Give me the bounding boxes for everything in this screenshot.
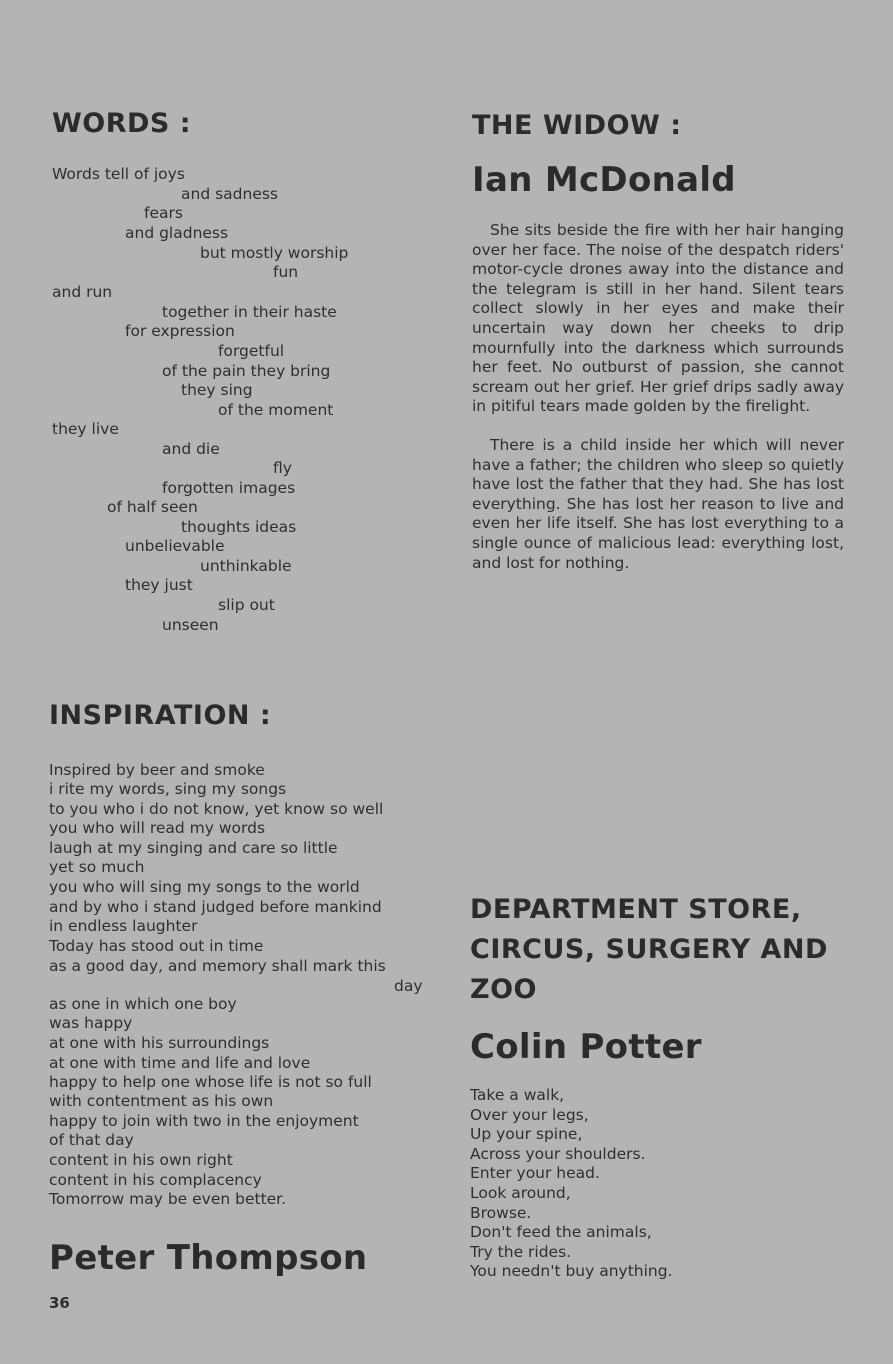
department-author: Colin Potter bbox=[470, 1027, 702, 1067]
poem-line: but mostly worship bbox=[200, 244, 349, 262]
poem-line: slip out bbox=[218, 596, 275, 614]
poem-line: unthinkable bbox=[200, 557, 292, 575]
department-title-line: ZOO bbox=[470, 974, 537, 1005]
inspiration-title: INSPIRATION : bbox=[49, 700, 272, 731]
page-number: 36 bbox=[49, 1294, 70, 1312]
poem-line: thoughts ideas bbox=[181, 518, 297, 536]
widow-author: Ian McDonald bbox=[472, 160, 736, 200]
poem-line: and by who i stand judged before mankind bbox=[49, 898, 382, 916]
poem-line: in endless laughter bbox=[49, 917, 198, 935]
poem-line: you who will read my words bbox=[49, 819, 266, 837]
poem-line: Today has stood out in time bbox=[49, 937, 264, 955]
poem-line: forgetful bbox=[218, 342, 285, 360]
words-title: WORDS : bbox=[52, 108, 192, 139]
poem-line: Try the rides. bbox=[470, 1242, 572, 1261]
poem-line: Words tell of joys bbox=[52, 165, 185, 183]
poem-line: content in his own right bbox=[49, 1151, 233, 1169]
widow-title: THE WIDOW : bbox=[472, 110, 682, 141]
poem-line: at one with his surroundings bbox=[49, 1034, 270, 1052]
poem-line: unbelievable bbox=[125, 537, 225, 555]
poem-line: was happy bbox=[49, 1014, 133, 1032]
department-title bbox=[470, 890, 828, 1010]
poem-line: they sing bbox=[181, 381, 253, 399]
poem-line: and run bbox=[52, 283, 113, 301]
department-title-line: DEPARTMENT STORE, bbox=[470, 894, 802, 925]
poem-line: i rite my words, sing my songs bbox=[49, 780, 287, 798]
department-poem bbox=[470, 1086, 673, 1282]
poem-line: they just bbox=[125, 576, 193, 594]
poem-line: content in his complacency bbox=[49, 1171, 262, 1189]
poem-line: Look around, bbox=[470, 1183, 571, 1202]
poem-line: Tomorrow may be even better. bbox=[49, 1190, 287, 1208]
poem-line: and die bbox=[162, 440, 220, 458]
poem-line: at one with time and life and love bbox=[49, 1054, 311, 1072]
poem-line: Browse. bbox=[470, 1203, 532, 1222]
widow-story bbox=[472, 221, 844, 573]
inspiration-author: Peter Thompson bbox=[49, 1238, 368, 1278]
poem-line: Up your spine, bbox=[470, 1125, 583, 1144]
widow-paragraph: There is a child inside her which will never have a father; the children who sleep so quietly have lost the father that they had. She has lost everything. She has lost her reason to live and even her life itself. She has lost everything to a single ounce of malicious lead: everything lost, and lost for nothing. bbox=[472, 435, 844, 572]
poem-line: forgotten images bbox=[162, 479, 296, 497]
poem-line: happy to join with two in the enjoyment bbox=[49, 1112, 359, 1130]
poem-line: they live bbox=[52, 420, 119, 438]
poem-line: unseen bbox=[162, 616, 219, 634]
poem-line: of that day bbox=[49, 1131, 134, 1149]
poem-line: for expression bbox=[125, 322, 235, 340]
poem-line: laugh at my singing and care so little bbox=[49, 839, 338, 857]
poem-line: fears bbox=[144, 204, 183, 222]
poem-line: Across your shoulders. bbox=[470, 1144, 646, 1163]
poem-line: Over your legs, bbox=[470, 1105, 589, 1124]
poem-line: You needn't buy anything. bbox=[470, 1262, 673, 1281]
widow-paragraph: She sits beside the fire with her hair hanging over her face. The noise of the despatch riders' motor-cycle drones away into the distance and the telegram is still in her hand. Silent tears collect slowly in her eyes and make their uncertain way down her cheeks to drip mournfully into the darkness which surrounds her feet. No outburst of passion, she cannot scream out her grief. Her grief drips sadly away in pitiful tears made golden by the firelight. bbox=[472, 221, 844, 416]
poem-line: to you who i do not know, yet know so well bbox=[49, 800, 384, 818]
poem-line: and gladness bbox=[125, 224, 229, 242]
poem-line: of the pain they bring bbox=[162, 362, 331, 380]
poem-line: as a good day, and memory shall mark this bbox=[49, 957, 386, 975]
poem-line: together in their haste bbox=[162, 303, 337, 321]
poem-line: yet so much bbox=[49, 858, 145, 876]
poem-line: Don't feed the animals, bbox=[470, 1223, 652, 1242]
poem-line: fly bbox=[273, 459, 292, 477]
poem-line: Enter your head. bbox=[470, 1164, 600, 1183]
poem-line: of the moment bbox=[218, 401, 334, 419]
poem-line: fun bbox=[273, 263, 299, 281]
poem-line: and sadness bbox=[181, 185, 279, 203]
poem-line: as one in which one boy bbox=[49, 995, 237, 1013]
department-title-line: CIRCUS, SURGERY AND bbox=[470, 934, 828, 965]
poem-line: happy to help one whose life is not so full bbox=[49, 1073, 372, 1091]
poem-line: you who will sing my songs to the world bbox=[49, 878, 360, 896]
poem-line: of half seen bbox=[107, 498, 198, 516]
poem-line: Inspired by beer and smoke bbox=[49, 761, 265, 779]
poem-line: day bbox=[394, 977, 423, 995]
poem-line: Take a walk, bbox=[470, 1086, 565, 1104]
poem-line: with contentment as his own bbox=[49, 1092, 274, 1110]
